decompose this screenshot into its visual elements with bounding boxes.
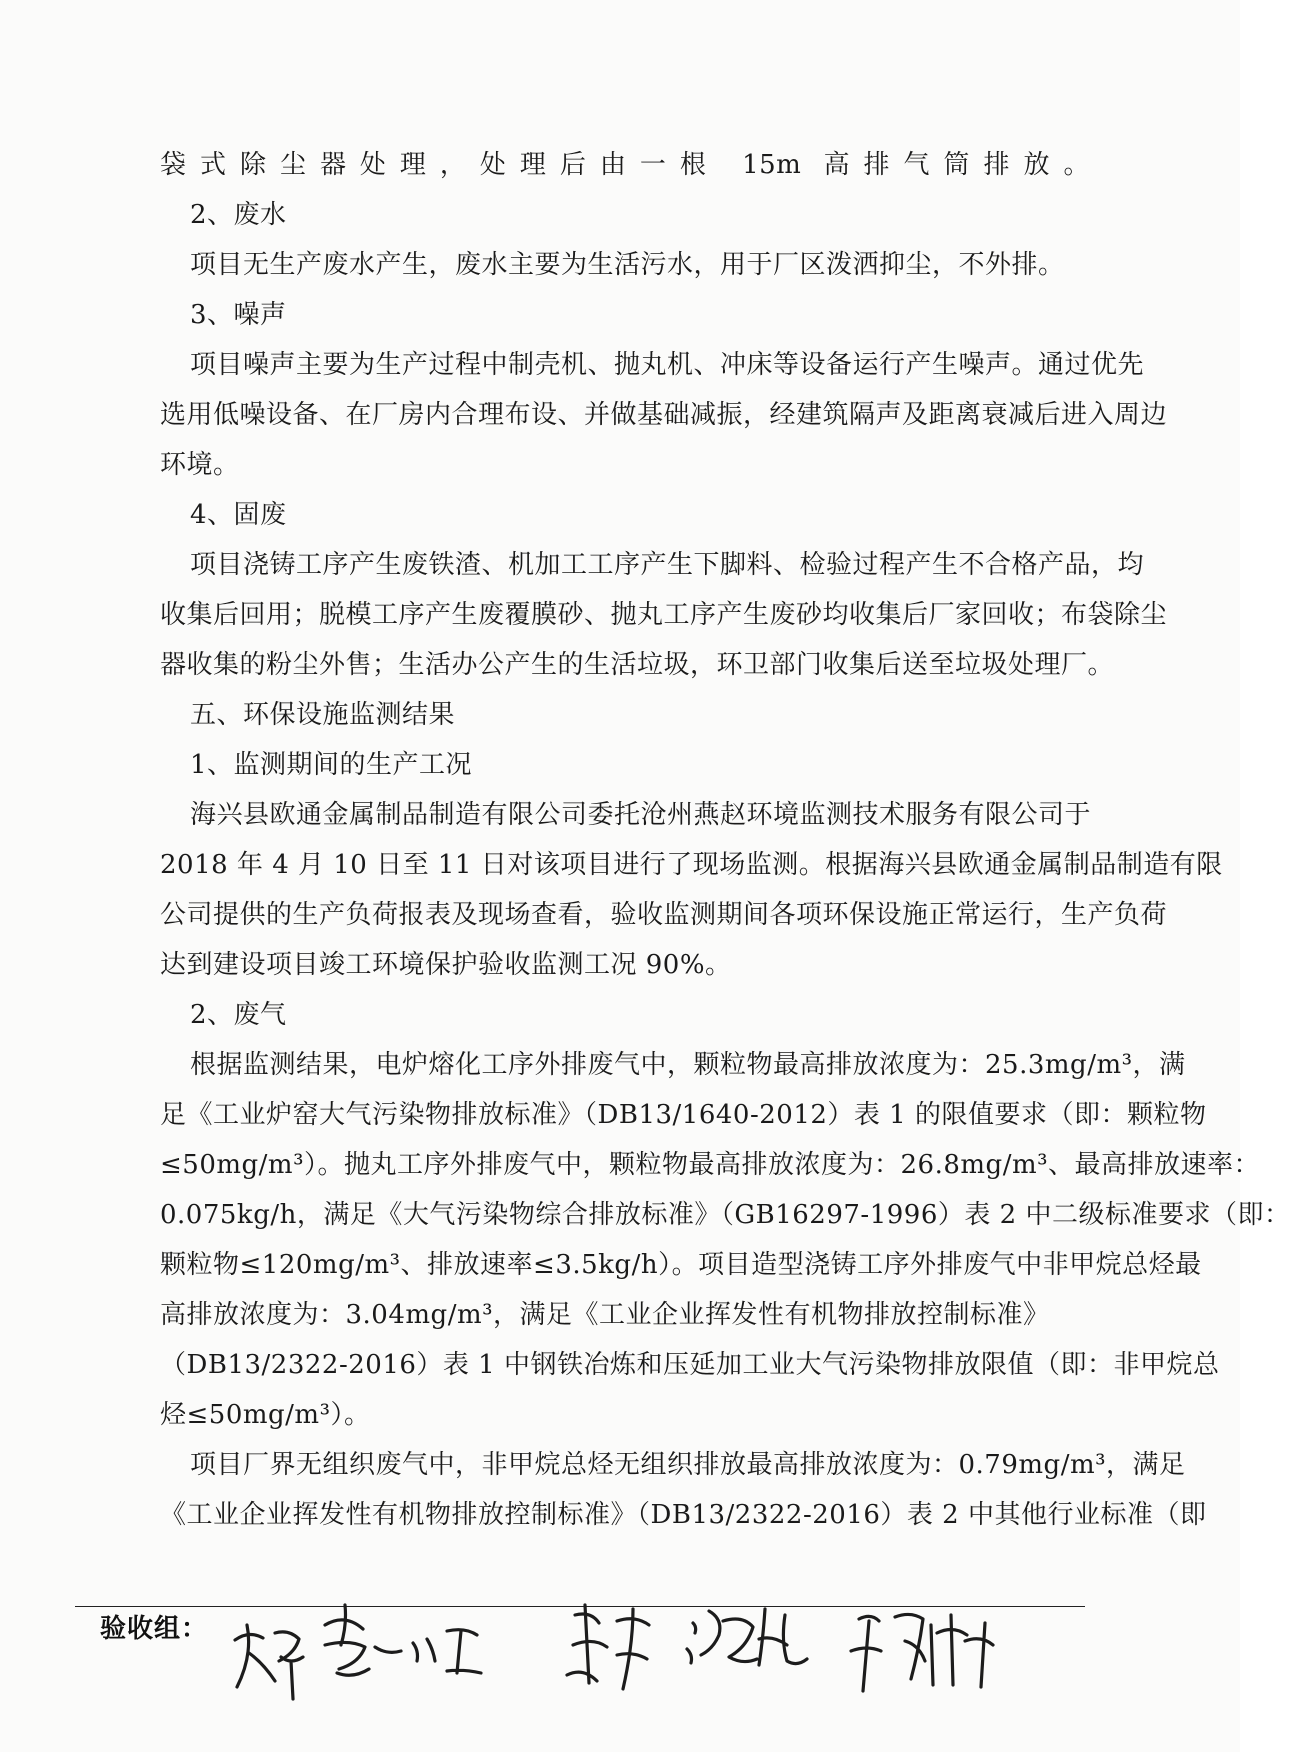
acceptance-group-label: 验收组： [100, 1614, 209, 1644]
section-heading-exhaust-gas: 2、废气 [190, 1000, 287, 1030]
paragraph-line: 项目噪声主要为生产过程中制壳机、抛丸机、冲床等设备运行产生噪声。通过优先 [190, 350, 1145, 380]
paragraph-line: 项目无生产废水产生，废水主要为生活污水，用于厂区泼洒抑尘，不外排。 [190, 250, 1065, 280]
paragraph-line: 颗粒物≤120mg/m³、排放速率≤3.5kg/h）。项目造型浇铸工序外排废气中非甲烷总烃最 [160, 1250, 1202, 1280]
paragraph-line: 根据监测结果，电炉熔化工序外排废气中，颗粒物最高排放浓度为：25.3mg/m³，满 [190, 1050, 1186, 1080]
paragraph-line: 项目浇铸工序产生废铁渣、机加工工序产生下脚料、检验过程产生不合格产品，均 [190, 550, 1145, 580]
paragraph-line: 项目厂界无组织废气中，非甲烷总烃无组织排放最高排放浓度为：0.79mg/m³，满足 [190, 1450, 1186, 1480]
paragraph-line: 烃≤50mg/m³）。 [160, 1400, 371, 1430]
paragraph-line: 公司提供的生产负荷报表及现场查看，验收监测期间各项环保设施正常运行，生产负荷 [160, 900, 1168, 930]
section-heading-solid-waste: 4、固废 [190, 500, 287, 530]
paragraph-line: 海兴县欧通金属制品制造有限公司委托沧州燕赵环境监测技术服务有限公司于 [190, 800, 1092, 830]
paragraph-line: 《工业企业挥发性有机物排放控制标准》（DB13/2322-2016）表 2 中其他行业标准（即 [160, 1500, 1207, 1530]
signatures-image [225, 1585, 1125, 1705]
paragraph-line: 足《工业炉窑大气污染物排放标准》（DB13/1640-2012）表 1 的限值要求（即：颗粒物 [160, 1100, 1207, 1130]
section-heading-noise: 3、噪声 [190, 300, 287, 330]
section-heading-monitoring-results: 五、环保设施监测结果 [190, 700, 456, 730]
paragraph-line: 选用低噪设备、在厂房内合理布设、并做基础减振，经建筑隔声及距离衰减后进入周边 [160, 400, 1168, 430]
paragraph-line: 收集后回用；脱模工序产生废覆膜砂、抛丸工序产生废砂均收集后厂家回收；布袋除尘 [160, 600, 1168, 630]
paragraph-line: 0.075kg/h，满足《大气污染物综合排放标准》（GB16297-1996）表 2 中二级标准要求（即： [160, 1200, 1290, 1230]
section-heading-wastewater: 2、废水 [190, 200, 287, 230]
paragraph-line: 器收集的粉尘外售；生活办公产生的生活垃圾，环卫部门收集后送至垃圾处理厂。 [160, 650, 1115, 680]
paragraph-line: 2018 年 4 月 10 日至 11 日对该项目进行了现场监测。根据海兴县欧通金属制品制造有限 [160, 850, 1223, 880]
paragraph-line: ≤50mg/m³）。抛丸工序外排废气中，颗粒物最高排放浓度为：26.8mg/m³、最高排放速率： [160, 1150, 1261, 1180]
paragraph-line: 高排放浓度为：3.04mg/m³，满足《工业企业挥发性有机物排放控制标准》 [160, 1300, 1050, 1330]
paragraph-line: 达到建设项目竣工环境保护验收监测工况 90%。 [160, 950, 732, 980]
paragraph-line: （DB13/2322-2016）表 1 中钢铁冶炼和压延加工业大气污染物排放限值（即：非甲烷总 [160, 1350, 1220, 1380]
paragraph-line: 环境。 [160, 450, 240, 480]
handwritten-signatures [225, 1585, 1125, 1705]
section-heading-production-conditions: 1、监测期间的生产工况 [190, 750, 473, 780]
paragraph-line: 袋式除尘器处理，处理后由一根 15m 高排气筒排放。 [160, 150, 1090, 180]
